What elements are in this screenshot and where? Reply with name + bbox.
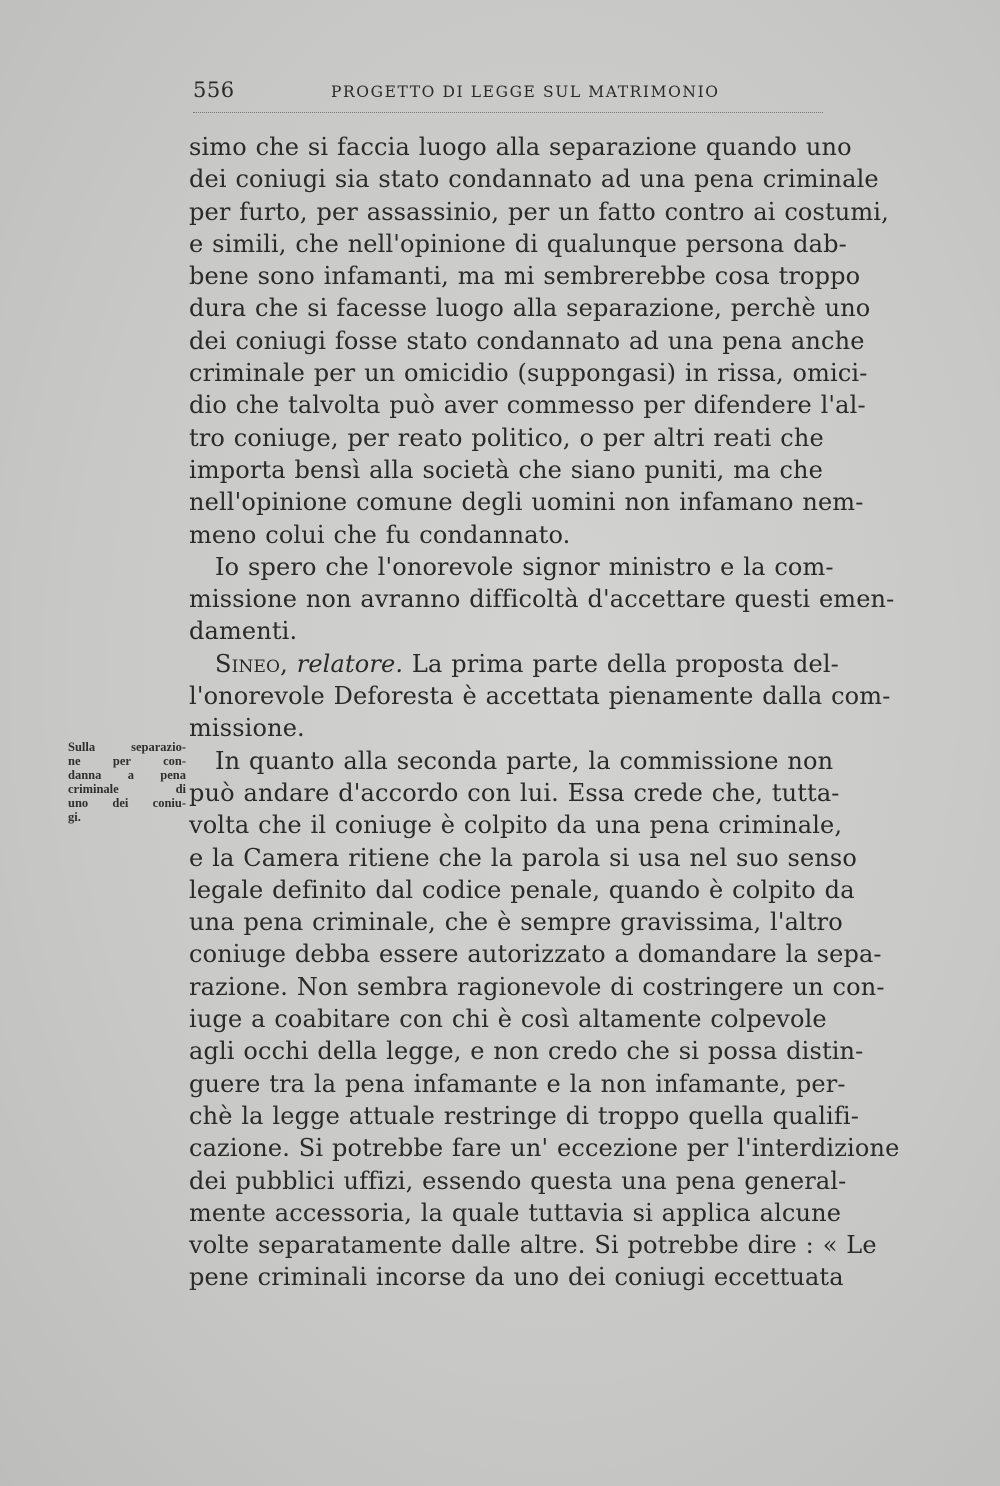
marginal-note-line: ne per con- — [68, 754, 186, 768]
page-number: 556 — [193, 78, 235, 102]
text-line: agli occhi della legge, e non credo che si possa distin- — [189, 1037, 864, 1066]
text-line: l'onorevole Deforesta è accettata pienamente dalla com- — [189, 682, 891, 711]
text-line: dei coniugi sia stato condannato ad una pena criminale — [189, 165, 879, 194]
text-line: damenti. — [189, 617, 298, 646]
text-line: bene sono infamanti, ma mi sembrerebbe cosa troppo — [189, 262, 861, 291]
text-line: iuge a coabitare con chi è così altamente colpevole — [189, 1005, 827, 1034]
body-text — [189, 131, 900, 1294]
speaker-name: Sineo, — [215, 649, 288, 678]
marginal-note — [68, 740, 186, 824]
speaker-line-rest: La prima parte della proposta del- — [411, 649, 839, 678]
marginal-note-line: gi. — [68, 810, 81, 824]
text-line: guere tra la pena infamante e la non infamante, per- — [189, 1069, 846, 1098]
text-line: meno colui che fu condannato. — [189, 520, 571, 549]
marginal-note-line: criminale di — [68, 782, 186, 796]
marginal-note-line: Sulla separazio- — [68, 740, 186, 754]
page-header — [193, 78, 823, 113]
text-line: può andare d'accordo con lui. Essa crede che, tutta- — [189, 778, 840, 807]
text-line: chè la legge attuale restringe di troppo quella qualifi- — [189, 1101, 859, 1130]
text-line: missione non avranno difficoltà d'accettare questi emen- — [189, 585, 895, 614]
text-line: Io spero che l'onorevole signor ministro e la com- — [215, 552, 834, 581]
text-line: tro coniuge, per reato politico, o per altri reati che — [189, 423, 824, 452]
text-line: importa bensì alla società che siano puniti, ma che — [189, 455, 823, 484]
text-line: volta che il coniuge è colpito da una pena criminale, — [189, 811, 843, 840]
text-line: missione. — [189, 714, 305, 743]
text-line: nell'opinione comune degli uomini non infamano nem- — [189, 488, 864, 517]
text-line: volte separatamente dalle altre. Si potrebbe dire : « Le — [189, 1231, 877, 1260]
running-title: PROGETTO DI LEGGE SUL MATRIMONIO — [331, 83, 720, 101]
marginal-note-line: uno dei coniu- — [68, 796, 186, 810]
text-line: In quanto alla seconda parte, la commissione non — [215, 746, 834, 775]
text-line: dura che si facesse luogo alla separazione, perchè uno — [189, 294, 871, 323]
speaker-role: relatore. — [296, 649, 404, 678]
text-line: dei coniugi fosse stato condannato ad una pena anche — [189, 326, 865, 355]
text-line: mente accessoria, la quale tuttavia si applica alcune — [189, 1198, 842, 1227]
text-line: dei pubblici uffizi, essendo questa una pena general- — [189, 1166, 847, 1195]
text-line: e la Camera ritiene che la parola si usa nel suo senso — [189, 843, 857, 872]
speaker-line — [189, 648, 839, 680]
text-line: una pena criminale, che è sempre gravissima, l'altro — [189, 908, 843, 937]
text-line: criminale per un omicidio (suppongasi) in rissa, omici- — [189, 359, 868, 388]
text-line: legale definito dal codice penale, quando è colpito da — [189, 875, 855, 904]
text-line: dio che talvolta può aver commesso per difendere l'al- — [189, 391, 866, 420]
text-line: cazione. Si potrebbe fare un' eccezione per l'interdizione — [189, 1134, 900, 1163]
text-line: simo che si faccia luogo alla separazione quando uno — [189, 133, 852, 161]
text-line: coniuge debba essere autorizzato a domandare la sepa- — [189, 940, 882, 969]
text-line: pene criminali incorse da uno dei coniugi eccettuata — [189, 1263, 844, 1292]
marginal-note-line: danna a pena — [68, 768, 186, 782]
text-line: per furto, per assassinio, per un fatto contro ai costumi, — [189, 197, 889, 226]
text-line: e simili, che nell'opinione di qualunque persona dab- — [189, 229, 847, 258]
text-line: razione. Non sembra ragionevole di costringere un con- — [189, 972, 885, 1001]
